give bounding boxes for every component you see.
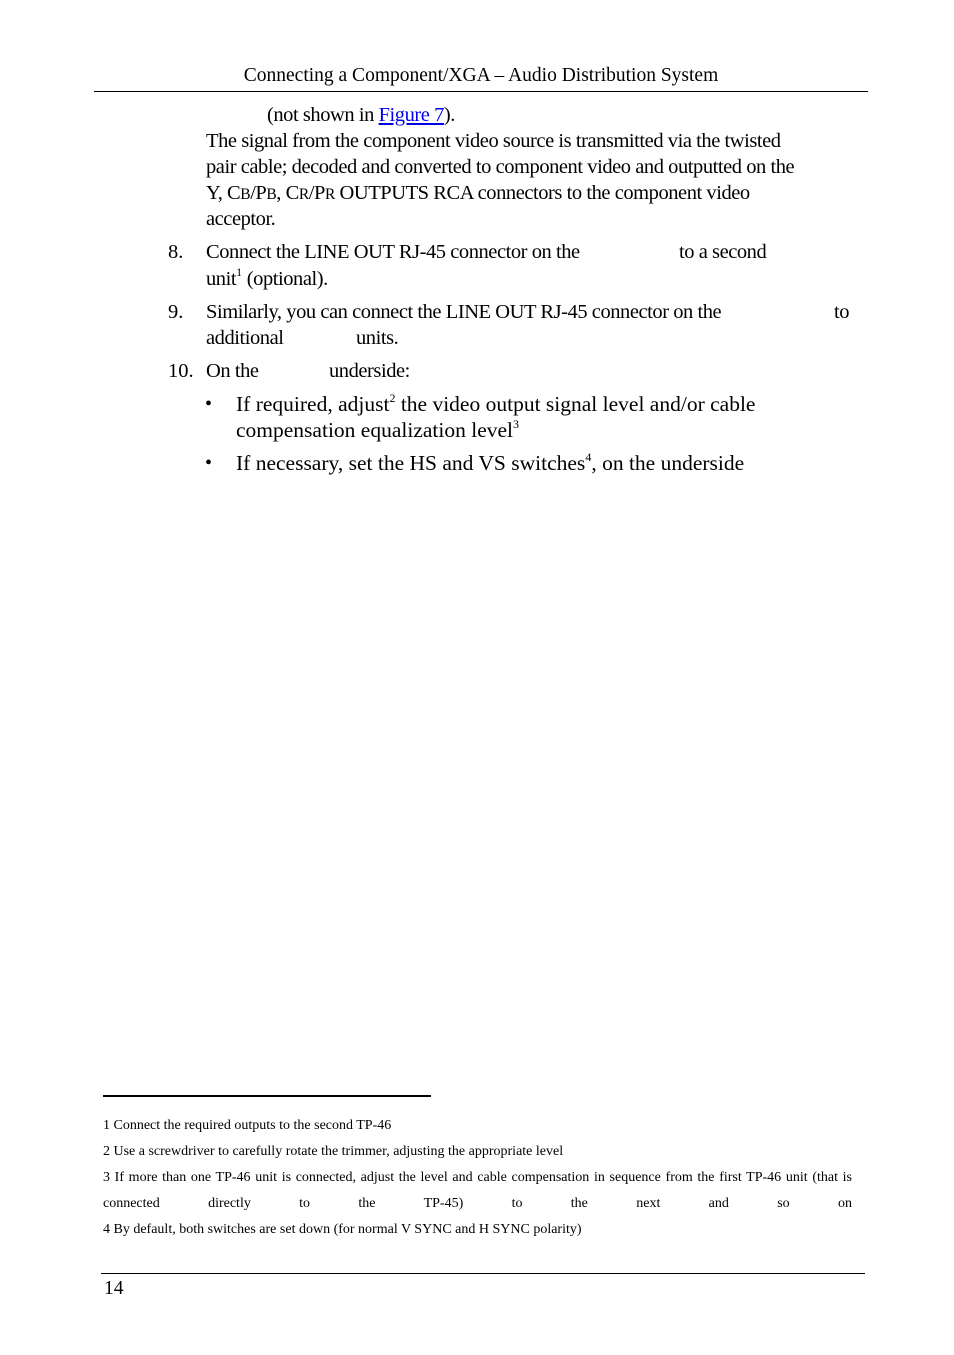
- header-rule: [94, 91, 868, 92]
- list-item-10-line-1a: On the: [206, 360, 259, 382]
- bullet-marker: •: [205, 452, 213, 474]
- list-item-number: 10.: [168, 360, 194, 382]
- text-sub-r2: R: [324, 186, 335, 203]
- list-item-8-line-1b: to a second: [679, 241, 767, 263]
- bullet-1-line-1: [236, 392, 755, 417]
- bullet-marker: •: [205, 393, 213, 415]
- text-sub-b: B: [240, 186, 251, 203]
- continuation-line: [267, 104, 455, 127]
- list-item-9-line-1a: Similarly, you can connect the LINE OUT RJ-45 connector on the: [206, 301, 722, 323]
- paragraph-line-1: The signal from the component video source is transmitted via the twisted: [206, 130, 781, 152]
- footnote-ref-1[interactable]: 1: [236, 265, 243, 279]
- text-comma-c: , C: [276, 182, 299, 204]
- list-item-9-line-2a: additional: [206, 327, 284, 349]
- continuation-suffix: ).: [443, 104, 455, 126]
- list-item-9-line-1b: to: [834, 301, 850, 323]
- text-outputs-rest: OUTPUTS RCA connectors to the component video: [334, 182, 750, 204]
- text-slash-p: /P: [250, 182, 267, 204]
- paragraph-line-2: pair cable; decoded and converted to component video and outputted on the: [206, 156, 795, 178]
- text-if-necessary: If necessary, set the HS and VS switches: [236, 451, 586, 475]
- text-video-output: the video output signal level and/or cable: [395, 392, 756, 416]
- footnote-1: 1 Connect the required outputs to the second TP-46: [103, 1118, 392, 1133]
- bullet-1-line-2: [236, 418, 519, 443]
- figure-7-link[interactable]: Figure 7: [378, 104, 444, 126]
- footnote-4: 4 By default, both switches are set down (for normal V SYNC and H SYNC polarity): [103, 1222, 582, 1237]
- text-if-required: If required, adjust: [236, 392, 390, 416]
- paragraph-line-4: acceptor.: [206, 208, 276, 230]
- text-unit: unit: [206, 268, 237, 290]
- text-sub-r: R: [298, 186, 309, 203]
- text-y-c: Y, C: [206, 182, 241, 204]
- continuation-prefix: (not shown in: [267, 104, 379, 126]
- footnote-ref-4[interactable]: 4: [585, 450, 592, 464]
- page-number: 14: [104, 1278, 124, 1299]
- text-optional: (optional).: [242, 268, 328, 290]
- list-item-number: 9.: [168, 301, 184, 323]
- text-on-underside: , on the underside: [591, 451, 745, 475]
- running-header-title: Connecting a Component/XGA – Audio Distribution System: [243, 65, 719, 86]
- list-item-number: 8.: [168, 241, 184, 263]
- footer-rule: [101, 1273, 865, 1274]
- footnote-ref-2[interactable]: 2: [389, 391, 396, 405]
- footnote-ref-3[interactable]: 3: [513, 417, 520, 431]
- footnote-2: 2 Use a screwdriver to carefully rotate the trimmer, adjusting the appropriate level: [103, 1144, 564, 1159]
- footnote-3: 3 If more than one TP-46 unit is connected, adjust the level and cable compensation in sequence from the first TP-46 unit (that is connected directly to the TP-45) to the next and so on: [103, 1170, 852, 1211]
- list-item-10-line-1b: underside:: [329, 360, 410, 382]
- text-compensation: compensation equalization level: [236, 418, 514, 442]
- list-item-8-line-1a: Connect the LINE OUT RJ-45 connector on the: [206, 241, 580, 263]
- paragraph-line-3: [206, 182, 750, 205]
- list-item-9-line-2b: units.: [356, 327, 399, 349]
- list-item-8-line-2: [206, 265, 328, 291]
- text-sub-b2: B: [266, 186, 277, 203]
- footnote-separator: [103, 1095, 431, 1097]
- bullet-2-line-1: [236, 451, 744, 476]
- text-slash-p2: /P: [308, 182, 325, 204]
